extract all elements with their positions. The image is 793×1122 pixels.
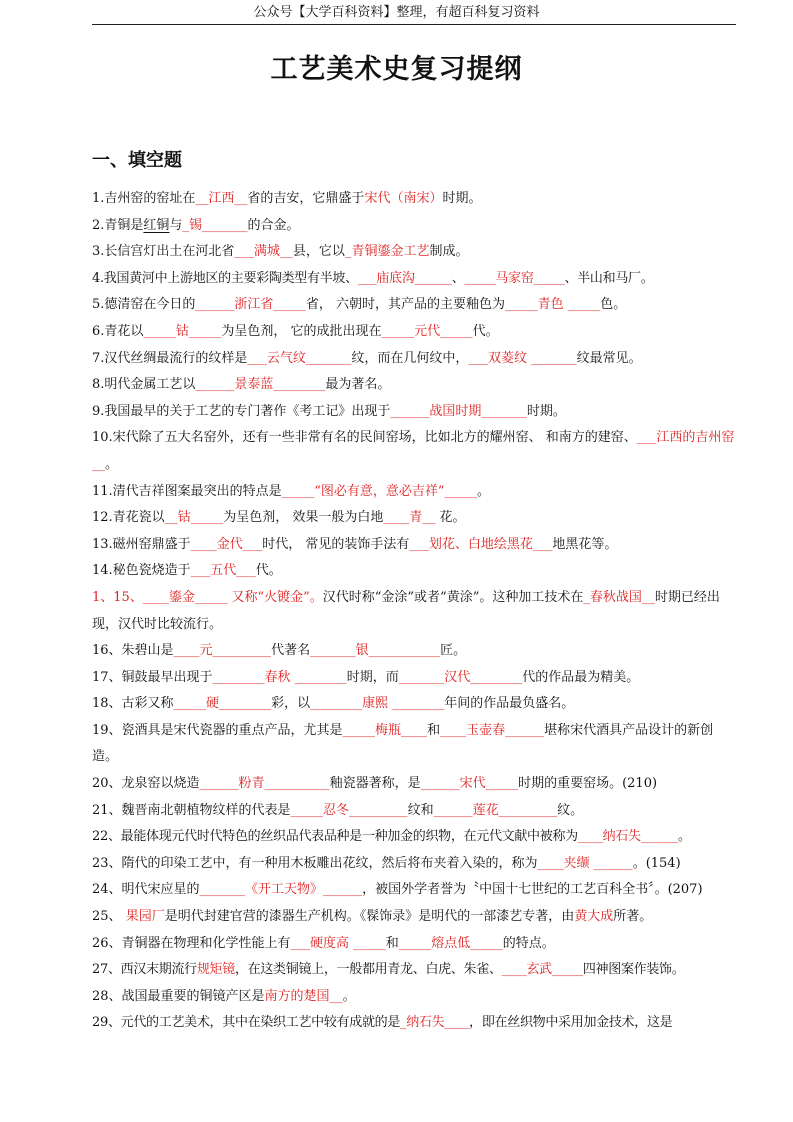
- answer-text: ____玉壶春______: [440, 722, 545, 738]
- answer-text: _____梅瓶____: [342, 722, 428, 738]
- question-text: 代的作品最为精美。: [522, 669, 640, 685]
- document-title: 工艺美术史复习提纲: [270, 54, 523, 85]
- question-line: [92, 931, 737, 958]
- answer-text: _____钴_____: [143, 323, 222, 339]
- question-text: 。(154): [632, 855, 681, 871]
- question-line: [92, 585, 737, 638]
- answer-text: _____忍冬_________: [290, 802, 408, 818]
- question-line: [92, 372, 737, 399]
- answer-text: ______宋代_____: [420, 776, 519, 792]
- question-text: 16、朱碧山是: [92, 643, 174, 659]
- answer-text: _____元代_____: [381, 323, 473, 339]
- answer-text: ___硬度高 _____: [290, 935, 386, 951]
- question-text: 25、: [92, 909, 126, 925]
- question-text: 。: [342, 988, 356, 1004]
- question-text: 26、青铜器在物理和化学性能上有: [92, 935, 291, 951]
- question-text: 制成。: [429, 244, 469, 260]
- question-text: 24、明代宋应星的: [92, 882, 200, 898]
- question-line: [92, 771, 737, 798]
- answer-text: ___双菱纹 _______: [468, 350, 577, 366]
- question-line: [92, 213, 737, 240]
- question-line: [92, 239, 737, 266]
- question-line: [92, 691, 737, 718]
- question-line: [92, 346, 737, 373]
- question-text: 时期的重要窑场。(210): [518, 776, 658, 792]
- question-text: 7.汉代丝绸最流行的纹样是: [92, 350, 248, 366]
- answer-text: ___满城__: [234, 244, 293, 260]
- answer-text: ___划花、白地绘黑花___: [409, 536, 553, 552]
- answer-text: ____青__: [383, 510, 436, 526]
- question-text: 11.清代吉祥图案最突出的特点是: [92, 483, 282, 499]
- question-text: 纹。: [557, 802, 584, 818]
- question-text: 省的吉安，它鼎盛于: [247, 191, 365, 206]
- question-text: 红铜: [143, 217, 170, 233]
- question-line: [92, 425, 737, 478]
- question-text: 代。: [255, 563, 282, 579]
- answer-text: ___江西的吉州窑__: [92, 430, 735, 472]
- question-text: 27、西汉末期流行: [92, 962, 197, 978]
- answer-text: ______莲花_________: [433, 802, 558, 818]
- question-text: 纹最常见。: [576, 350, 642, 366]
- question-text: 堪称宋代酒具产品设计的新创造。: [92, 722, 714, 765]
- answer-text: 果园厂: [125, 909, 165, 925]
- question-text: 时期。: [442, 191, 482, 206]
- answer-text: _______汉代________: [398, 669, 523, 685]
- question-text: 四神图案作装饰。: [582, 962, 685, 978]
- answer-text: ___云气纹_______: [247, 350, 352, 366]
- question-line: [92, 1010, 737, 1037]
- answer-text: __江西__: [195, 191, 248, 206]
- answer-text: 黄大成: [574, 909, 614, 925]
- question-text: 时期，而: [346, 669, 399, 685]
- answer-text: _____硬________: [173, 696, 272, 712]
- question-text: 是明代封建官营的漆器生产机构。《髹饰录》是明代的一部漆艺专著，由: [164, 909, 575, 925]
- question-text: 22、最能体现元代时代特色的丝织品代表品种是一种加金的织物，在元代文献中被称为: [92, 829, 578, 845]
- answer-text: ____元_________: [173, 643, 272, 659]
- question-text: 29、元代的工艺美术，其中在染织工艺中较有成就的是: [92, 1015, 401, 1031]
- question-text: 县，它以: [292, 244, 345, 260]
- question-text: 为呈色剂， 效果一般为白地: [223, 510, 384, 526]
- question-text: 汉代时称“金涂”或者“黄涂”。这种加工技术在: [322, 589, 584, 605]
- question-line: [92, 665, 737, 692]
- answer-text: ___五代___: [190, 563, 256, 579]
- question-line: [92, 851, 737, 878]
- answer-text: _____青色 _____: [505, 297, 601, 313]
- answer-text: ______战国时期_______: [390, 403, 527, 419]
- section-heading: 一、填空题: [92, 150, 182, 171]
- question-text: 10.宋代除了五大名窑外，还有一些非常有名的民间窑场，比如北方的耀州窑、 和南方的建窑、: [92, 430, 637, 446]
- answer-text: 南方的楚国__: [264, 988, 343, 1004]
- answer-text: _春秋战国__: [583, 589, 655, 605]
- question-text: 3.长信宫灯出土在河北省: [92, 244, 235, 260]
- answer-text: __钴_____: [164, 510, 224, 526]
- question-text: 和: [427, 722, 441, 738]
- answer-text: 1、15、____鎏金_____ 又称“火镀金”。: [92, 589, 323, 605]
- question-text: 1.吉州窑的窑址在: [92, 191, 196, 206]
- question-line: [92, 319, 737, 346]
- question-text: 。: [105, 456, 119, 472]
- question-text: 与: [169, 217, 183, 233]
- question-text: 地黑花等。: [552, 536, 618, 552]
- question-text: 28、战国最重要的铜镜产区是: [92, 988, 265, 1004]
- answer-text: _______《开工天物》______: [199, 882, 363, 898]
- question-text: 省， 六朝时，其产品的主要釉色为: [305, 297, 506, 313]
- answer-text: _____“图必有意，意必吉祥”_____: [281, 483, 477, 499]
- answer-text: _____熔点低_____: [398, 935, 503, 951]
- question-text: 8.明代金属工艺以: [92, 377, 196, 393]
- question-text: 和: [385, 935, 399, 951]
- question-line: [92, 984, 737, 1011]
- question-line: [92, 877, 737, 904]
- answer-text: ______景泰蓝________: [195, 377, 326, 393]
- question-text: 23、隋代的印染工艺中，有一种用木板雕出花纹，然后将布夹着入染的，称为: [92, 855, 538, 871]
- answer-text: ________春秋 ________: [212, 669, 347, 685]
- question-text: 4.我国黄河中上游地区的主要彩陶类型有半坡、: [92, 270, 358, 286]
- question-text: ，被国外学者誉为〝中国十七世纪的工艺百科全书〞。(207): [362, 882, 703, 898]
- question-text: 为呈色剂， 它的成批出现在: [221, 323, 382, 339]
- answer-text: _锡_______: [182, 217, 248, 233]
- question-text: ，在这类铜镜上，一般都用青龙、白虎、朱雀、: [234, 962, 502, 978]
- answer-text: ______浙江省_____: [195, 297, 306, 313]
- question-text: 最为著名。: [325, 377, 391, 393]
- question-line: [92, 266, 737, 293]
- question-text: 纹和: [407, 802, 434, 818]
- answer-text: ______粉青__________: [199, 776, 330, 792]
- answer-text: _____马家窑_____: [464, 270, 565, 286]
- answer-text: 宋代（南宋）: [364, 191, 443, 206]
- question-text: 年间的作品最负盛名。: [444, 696, 575, 712]
- question-text: 18、古彩又称: [92, 696, 174, 712]
- question-text: 2.青铜是: [92, 217, 144, 233]
- answer-text: ________康熙 ________: [310, 696, 445, 712]
- question-text: 19、瓷酒具是宋代瓷器的重点产品，尤其是: [92, 722, 343, 738]
- answer-text: _______银___________: [310, 643, 441, 659]
- question-text: 匠。: [440, 643, 467, 659]
- question-text: 9.我国最早的关于工艺的专门著作《考工记》出现于: [92, 403, 391, 419]
- question-text: 13.磁州窑鼎盛于: [92, 536, 191, 552]
- question-text: 时期。: [526, 403, 566, 419]
- question-text: 20、龙泉窑以烧造: [92, 776, 200, 792]
- header-divider: [92, 24, 736, 25]
- question-line: [92, 186, 737, 213]
- question-line: [92, 904, 737, 931]
- question-text: 时期已经出现，汉代时比较流行。: [92, 589, 720, 632]
- question-text: 釉瓷器著称，是: [329, 776, 421, 792]
- answer-text: _纳石失____: [400, 1015, 470, 1031]
- question-text: 的合金。: [247, 217, 300, 233]
- question-line: [92, 558, 737, 585]
- question-text: 。: [476, 483, 490, 499]
- question-line: [92, 505, 737, 532]
- question-line: [92, 798, 737, 825]
- question-line: [92, 957, 737, 984]
- question-text: 的特点。: [502, 935, 555, 951]
- question-line: [92, 292, 737, 319]
- question-text: 代著名: [271, 643, 311, 659]
- question-text: 21、魏晋南北朝植物纹样的代表是: [92, 802, 291, 818]
- question-text: 色。: [600, 297, 627, 313]
- question-text: 、半山和马厂。: [564, 270, 654, 286]
- question-text: 花。: [435, 510, 466, 526]
- question-text: 17、铜鼓最早出现于: [92, 669, 213, 685]
- answer-text: ____金代___: [190, 536, 263, 552]
- question-line: [92, 399, 737, 426]
- question-list: [92, 186, 737, 1037]
- question-text: 代。: [472, 323, 499, 339]
- question-text: 6.青花以: [92, 323, 144, 339]
- answer-text: _青铜鎏金工艺: [344, 244, 430, 260]
- question-line: [92, 718, 737, 771]
- question-text: 彩，以: [271, 696, 311, 712]
- answer-text: ____夹缬 ______: [537, 855, 633, 871]
- question-line: [92, 824, 737, 851]
- question-line: [92, 638, 737, 665]
- answer-text: ___庙底沟______: [357, 270, 452, 286]
- question-text: ，即在丝织物中采用加金技术，这是: [469, 1015, 673, 1031]
- question-text: 5.德清窑在今日的: [92, 297, 196, 313]
- answer-text: ____纳石失______: [577, 829, 678, 845]
- question-text: 14.秘色瓷烧造于: [92, 563, 191, 579]
- question-line: [92, 532, 737, 559]
- question-text: 所著。: [613, 909, 653, 925]
- question-text: 、: [451, 270, 465, 286]
- question-text: 纹，而在几何纹中，: [351, 350, 469, 366]
- answer-text: ____玄武_____: [501, 962, 583, 978]
- question-line: [92, 479, 737, 506]
- question-text: 时代， 常见的装饰手法有: [262, 536, 410, 552]
- answer-text: 规矩镜: [196, 962, 235, 978]
- question-text: 12.青花瓷以: [92, 510, 165, 526]
- page-header: 公众号【大学百科资料】整理，有超百科复习资料: [253, 5, 540, 20]
- question-text: 。: [677, 829, 691, 845]
